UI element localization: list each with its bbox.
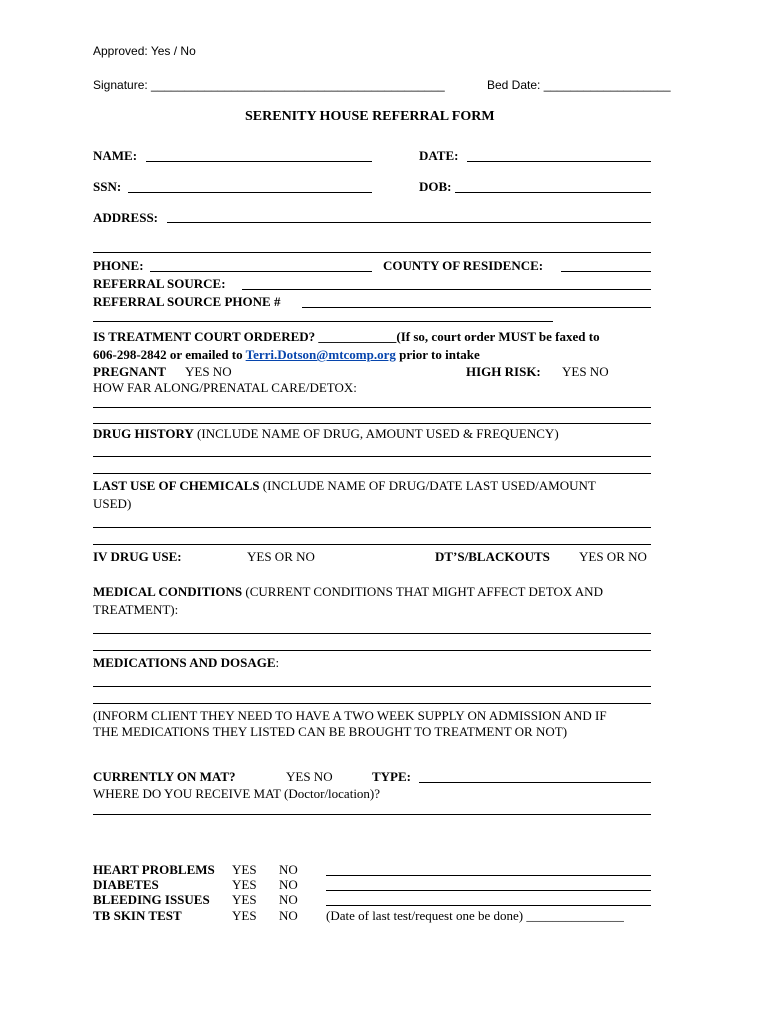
address-field-line2[interactable] [93,252,651,253]
dts-blackouts-options[interactable]: YES OR NO [579,549,647,564]
medications-colon: : [275,655,280,670]
mat-label: CURRENTLY ON MAT? [93,769,236,784]
signature-line: Signature: ____________________________________________ [93,78,445,92]
email-link[interactable]: Terri.Dotson@mtcomp.org [245,347,396,362]
pregnant-label: PREGNANT [93,364,166,379]
drug-history-field-2[interactable] [93,473,651,474]
referral-phone-field[interactable] [302,307,651,308]
condition-no[interactable]: NO [279,862,298,877]
medical-conditions-note-line2: TREATMENT): [93,602,179,617]
last-use-field-1[interactable] [93,527,651,528]
ssn-label: SSN: [93,179,122,194]
referral-source-field[interactable] [242,289,651,290]
medications-field-1[interactable] [93,686,651,687]
court-intake-text: prior to intake [395,347,480,362]
drug-history-label [93,426,559,442]
medical-conditions-field-2[interactable] [93,650,651,651]
condition-yes[interactable]: YES [232,892,257,907]
name-label: NAME: [93,148,138,163]
iv-drug-use-label: IV DRUG USE: [93,549,182,564]
condition-no[interactable]: NO [279,877,298,892]
address-label: ADDRESS: [93,210,159,225]
medical-conditions-note: (CURRENT CONDITIONS THAT MIGHT AFFECT DETOX AND [242,584,603,599]
referral-phone-label: REFERRAL SOURCE PHONE # [93,294,281,309]
mat-where-field[interactable] [93,814,651,815]
iv-drug-use-options[interactable]: YES OR NO [247,549,315,564]
mat-type-field[interactable] [419,782,651,783]
form-title: SERENITY HOUSE REFERRAL FORM [245,109,495,124]
date-field[interactable] [467,161,651,162]
high-risk-label: HIGH RISK: [466,364,541,379]
medical-conditions-title: MEDICAL CONDITIONS [93,584,243,599]
drug-history-note: (INCLUDE NAME OF DRUG, AMOUNT USED & FREQUENCY) [193,426,559,441]
condition-no[interactable]: NO [279,892,298,907]
drug-history-title: DRUG HISTORY [93,426,194,441]
tb-test-date-note[interactable]: (Date of last test/request one be done) _______________ [326,908,624,923]
ssn-field[interactable] [128,192,372,193]
dob-label: DOB: [419,179,452,194]
condition-yes[interactable]: YES [232,862,257,877]
condition-yes[interactable]: YES [232,908,257,923]
address-field[interactable] [167,222,651,223]
last-use-title: LAST USE OF CHEMICALS [93,478,260,493]
county-label: COUNTY OF RESIDENCE: [383,258,544,273]
referral-source-label: REFERRAL SOURCE: [93,276,226,291]
mat-where-label: WHERE DO YOU RECEIVE MAT (Doctor/location)? [93,786,381,801]
mat-options[interactable]: YES NO [286,769,333,784]
condition-label: DIABETES [93,877,159,892]
pregnant-options[interactable]: YES NO [185,364,232,379]
high-risk-options[interactable]: YES NO [562,364,609,379]
drug-history-field-1[interactable] [93,456,651,457]
condition-label: BLEEDING ISSUES [93,892,210,907]
medications-title: MEDICATIONS AND DOSAGE [93,655,276,670]
dts-blackouts-label: DT’S/BLACKOUTS [435,549,550,564]
how-far-field-1[interactable] [93,407,651,408]
phone-field[interactable] [150,271,372,272]
how-far-field-2[interactable] [93,423,651,424]
last-use-label [93,478,596,494]
dob-field[interactable] [455,192,651,193]
county-field[interactable] [561,271,651,272]
medications-label [93,655,279,671]
inform-note-line1: (INFORM CLIENT THEY NEED TO HAVE A TWO WEEK SUPPLY ON ADMISSION AND IF [93,708,607,723]
approved-line: Approved: Yes / No [93,44,196,58]
court-order-question: IS TREATMENT COURT ORDERED? ____________(If so, court order MUST be faxed to [93,329,600,344]
condition-field[interactable] [326,905,651,906]
condition-label: HEART PROBLEMS [93,862,215,877]
bed-date-line: Bed Date: ___________________ [487,78,671,92]
medications-field-2[interactable] [93,703,651,704]
referral-extra-line[interactable] [93,321,553,322]
condition-no[interactable]: NO [279,908,298,923]
mat-type-label: TYPE: [372,769,411,784]
date-label: DATE: [419,148,459,163]
phone-label: PHONE: [93,258,144,273]
last-use-field-2[interactable] [93,544,651,545]
last-use-note: (INCLUDE NAME OF DRUG/DATE LAST USED/AMOUNT [259,478,596,493]
medical-conditions-field-1[interactable] [93,633,651,634]
condition-label: TB SKIN TEST [93,908,182,923]
inform-note-line2: THE MEDICATIONS THEY LISTED CAN BE BROUGHT TO TREATMENT OR NOT) [93,724,568,739]
condition-yes[interactable]: YES [232,877,257,892]
how-far-along-label: HOW FAR ALONG/PRENATAL CARE/DETOX: [93,380,357,395]
medical-conditions-label [93,584,603,600]
name-field[interactable] [146,161,372,162]
condition-field[interactable] [326,890,651,891]
condition-field[interactable] [326,875,651,876]
last-use-note-line2: USED) [93,496,132,511]
court-fax-text: 606-298-2842 or emailed to [93,347,246,362]
court-order-line2 [93,347,480,363]
